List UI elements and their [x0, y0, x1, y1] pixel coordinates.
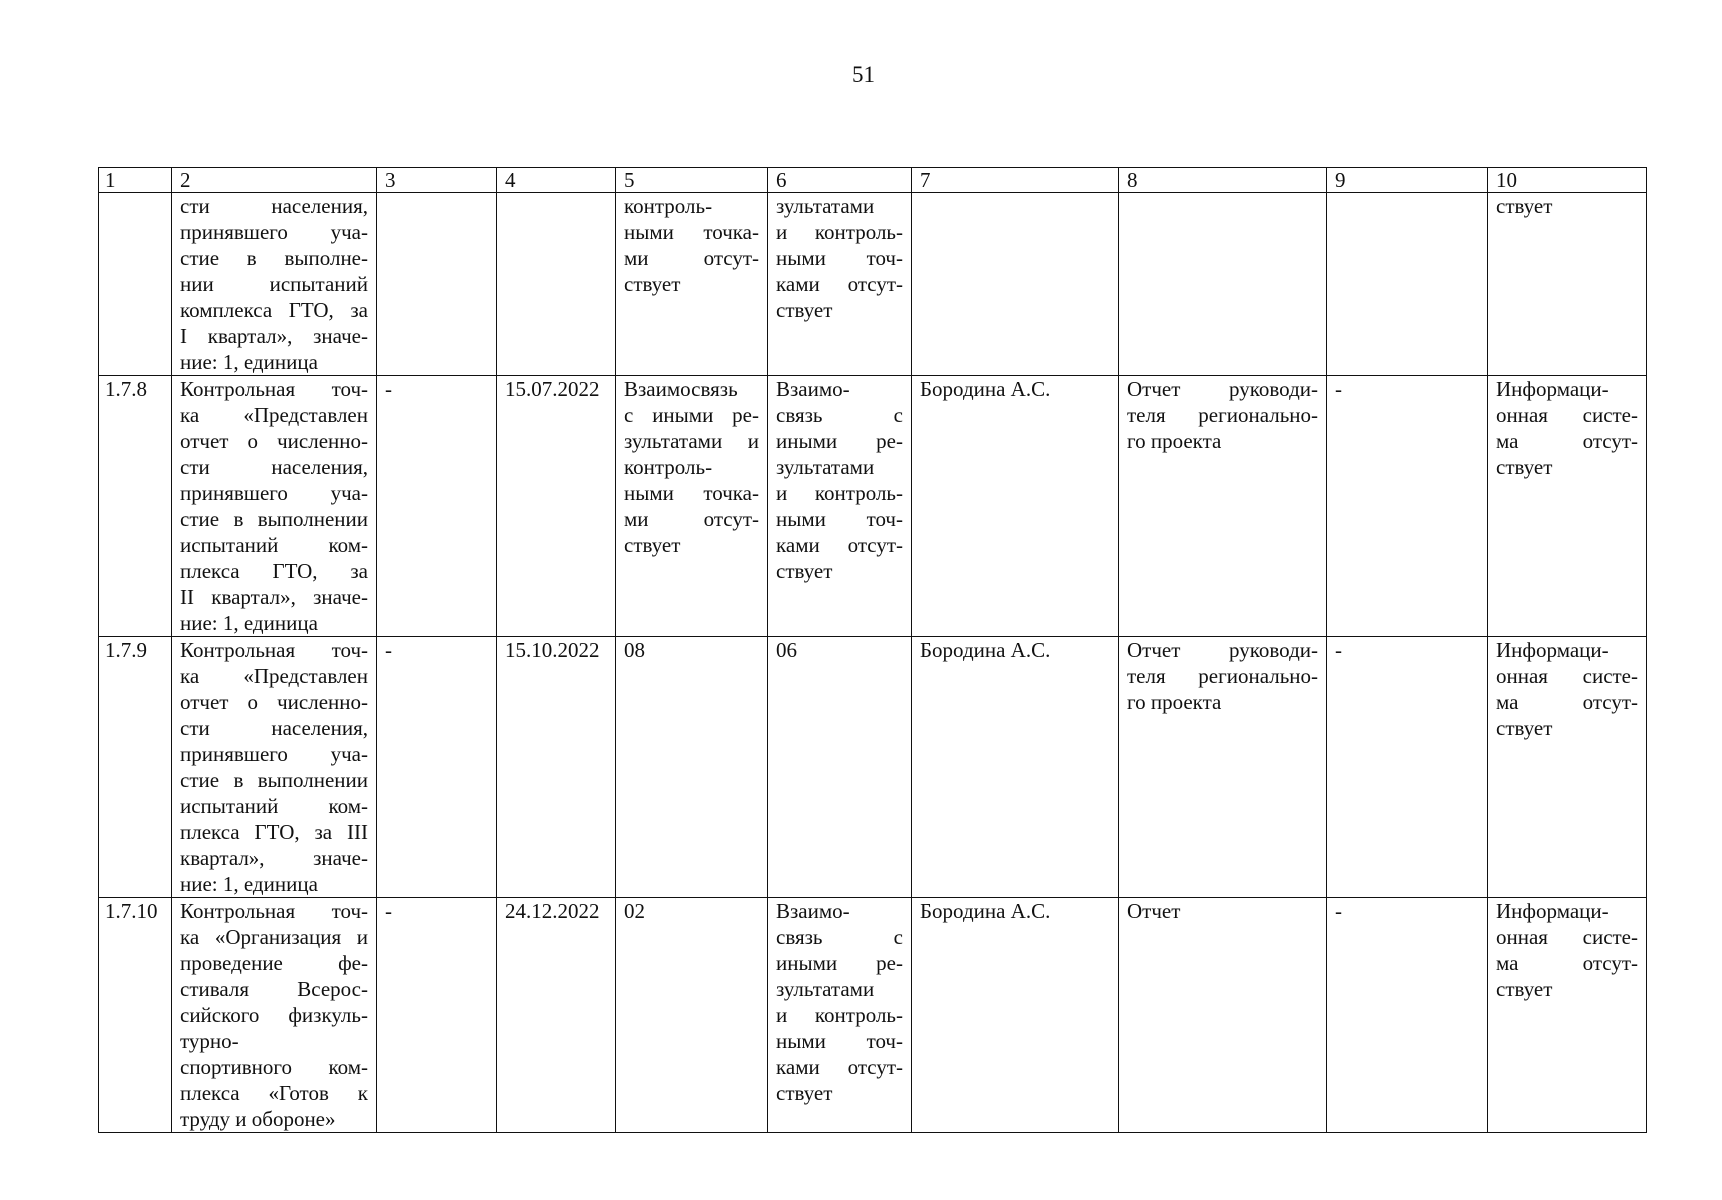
- cell-text-line: ма отсут-: [1496, 429, 1638, 453]
- cell-text-line: Контрольная точ-: [180, 377, 368, 401]
- cell-text-line: ствует: [776, 559, 833, 583]
- cell-text-line: го проекта: [1127, 429, 1222, 453]
- cell-text-line: II квартал», значе-: [180, 585, 368, 609]
- cell-text-line: ка «Организация и: [180, 925, 368, 949]
- cell-text-line: 02: [624, 899, 645, 923]
- cell-text-line: труду и обороне»: [180, 1107, 336, 1131]
- cell-text-line: зультатами: [776, 455, 875, 479]
- cell-text-line: плекса ГТО, за III: [180, 820, 368, 844]
- table-row: [99, 637, 1647, 898]
- table-cell-col-10: [1488, 898, 1647, 1133]
- column-header-1: 1: [99, 168, 172, 193]
- table-row: [99, 898, 1647, 1133]
- cell-text-line: ными точ-: [776, 246, 903, 270]
- cell-text-line: онная систе-: [1496, 664, 1638, 688]
- cell-text-line: ными точ-: [776, 507, 903, 531]
- cell-text-line: Взаимо-: [776, 377, 850, 401]
- cell-text-line: ствует: [624, 272, 681, 296]
- cell-text-line: ма отсут-: [1496, 690, 1638, 714]
- table-row: [99, 376, 1647, 637]
- cell-text-line: и контроль-: [776, 1003, 903, 1027]
- column-header-6: 6: [768, 168, 912, 193]
- cell-text-line: зультатами и: [624, 429, 759, 453]
- cell-text-line: ными точ-: [776, 1029, 903, 1053]
- cell-text-line: Бородина А.С.: [920, 638, 1051, 662]
- cell-text-line: -: [385, 377, 392, 401]
- table-cell-col-2: [172, 898, 377, 1133]
- table-cell-col-5: [616, 898, 768, 1133]
- cell-text-line: ками отсут-: [776, 1055, 903, 1079]
- table-cell-col-2: [172, 376, 377, 637]
- table-cell-col-6: [768, 898, 912, 1133]
- table-cell-col-3: [377, 376, 497, 637]
- cell-text-line: ствует: [1496, 977, 1553, 1001]
- cell-text-line: квартал», значе-: [180, 846, 368, 870]
- cell-text-line: Информаци-: [1496, 899, 1609, 923]
- table-cell-col-7: [912, 376, 1119, 637]
- table-cell-col-7: [912, 637, 1119, 898]
- table-cell-col-1: [99, 193, 172, 376]
- cell-text-line: и контроль-: [776, 481, 903, 505]
- cell-text-line: ма отсут-: [1496, 951, 1638, 975]
- cell-text-line: Отчет руководи-: [1127, 638, 1318, 662]
- column-header-10: 10: [1488, 168, 1647, 193]
- cell-text-line: -: [1335, 377, 1342, 401]
- cell-text-line: онная систе-: [1496, 403, 1638, 427]
- cell-text-line: ствует: [776, 298, 833, 322]
- cell-text-line: 24.12.2022: [505, 899, 600, 923]
- cell-text-line: ствует: [1496, 194, 1553, 218]
- table-cell-col-7: [912, 898, 1119, 1133]
- table-cell-col-4: [497, 637, 616, 898]
- cell-text-line: отчет о численно-: [180, 429, 368, 453]
- cell-text-line: отчет о численно-: [180, 690, 368, 714]
- column-header-8: 8: [1119, 168, 1327, 193]
- cell-text-line: го проекта: [1127, 690, 1222, 714]
- cell-text-line: сти населения,: [180, 716, 368, 740]
- table-cell-col-5: [616, 193, 768, 376]
- cell-text-line: связь с: [776, 403, 903, 427]
- cell-text-line: сийского физкуль-: [180, 1003, 368, 1027]
- table-cell-col-10: [1488, 376, 1647, 637]
- table-cell-col-10: [1488, 637, 1647, 898]
- cell-text-line: контроль-: [624, 455, 713, 479]
- table-cell-col-9: [1327, 637, 1488, 898]
- cell-text-line: -: [385, 899, 392, 923]
- cell-text-line: Информаци-: [1496, 638, 1609, 662]
- table-cell-col-8: [1119, 193, 1327, 376]
- table-cell-col-4: [497, 898, 616, 1133]
- cell-text-line: Взаимосвязь: [624, 377, 738, 401]
- cell-text-line: ми отсут-: [624, 507, 759, 531]
- header-row: [99, 168, 1647, 193]
- cell-text-line: ка «Представлен: [180, 403, 368, 427]
- cell-text-line: 15.10.2022: [505, 638, 600, 662]
- table-cell-col-3: [377, 193, 497, 376]
- table-cell-col-1: [99, 637, 172, 898]
- cell-text-line: онная систе-: [1496, 925, 1638, 949]
- cell-text-line: теля регионально-: [1127, 664, 1318, 688]
- column-header-3: 3: [377, 168, 497, 193]
- table-cell-col-6: [768, 376, 912, 637]
- table-cell-col-4: [497, 193, 616, 376]
- table-cell-col-2: [172, 193, 377, 376]
- table-cell-col-4: [497, 376, 616, 637]
- cell-text-line: и контроль-: [776, 220, 903, 244]
- cell-text-line: теля регионально-: [1127, 403, 1318, 427]
- control-points-table: [98, 167, 1647, 1133]
- cell-text-line: принявшего уча-: [180, 220, 368, 244]
- table-cell-col-5: [616, 376, 768, 637]
- cell-text-line: сти населения,: [180, 455, 368, 479]
- cell-text-line: испытаний ком-: [180, 794, 368, 818]
- table-cell-col-10: [1488, 193, 1647, 376]
- table-cell-col-8: [1119, 898, 1327, 1133]
- cell-text-line: ствует: [1496, 455, 1553, 479]
- cell-text-line: 1.7.8: [105, 377, 147, 401]
- table-cell-col-3: [377, 637, 497, 898]
- cell-text-line: испытаний ком-: [180, 533, 368, 557]
- cell-text-line: ние: 1, единица: [180, 872, 318, 896]
- column-header-4: 4: [497, 168, 616, 193]
- cell-text-line: Взаимо-: [776, 899, 850, 923]
- cell-text-line: Отчет: [1127, 899, 1181, 923]
- cell-text-line: стие в выполне-: [180, 246, 368, 270]
- cell-text-line: 1.7.9: [105, 638, 147, 662]
- cell-text-line: стие в выполнении: [180, 768, 368, 792]
- cell-text-line: комплекса ГТО, за: [180, 298, 368, 322]
- table-cell-col-9: [1327, 193, 1488, 376]
- cell-text-line: плекса «Готов к: [180, 1081, 368, 1105]
- cell-text-line: нии испытаний: [180, 272, 368, 296]
- cell-text-line: проведение фе-: [180, 951, 368, 975]
- cell-text-line: иными ре-: [776, 429, 903, 453]
- cell-text-line: ка «Представлен: [180, 664, 368, 688]
- cell-text-line: стиваля Всерос-: [180, 977, 368, 1001]
- table-row: [99, 193, 1647, 376]
- cell-text-line: 08: [624, 638, 645, 662]
- cell-text-line: ками отсут-: [776, 272, 903, 296]
- cell-text-line: ствует: [1496, 716, 1553, 740]
- cell-text-line: иными ре-: [776, 951, 903, 975]
- table-cell-col-8: [1119, 637, 1327, 898]
- cell-text-line: -: [385, 638, 392, 662]
- cell-text-line: I квартал», значе-: [180, 324, 368, 348]
- table-cell-col-9: [1327, 898, 1488, 1133]
- cell-text-line: -: [1335, 899, 1342, 923]
- column-header-7: 7: [912, 168, 1119, 193]
- cell-text-line: зультатами: [776, 977, 875, 1001]
- cell-text-line: -: [1335, 638, 1342, 662]
- column-header-9: 9: [1327, 168, 1488, 193]
- cell-text-line: Бородина А.С.: [920, 899, 1051, 923]
- cell-text-line: ными точка-: [624, 481, 759, 505]
- cell-text-line: принявшего уча-: [180, 742, 368, 766]
- table-cell-col-2: [172, 637, 377, 898]
- cell-text-line: ние: 1, единица: [180, 611, 318, 635]
- page-number: 51: [852, 62, 875, 87]
- column-header-2: 2: [172, 168, 377, 193]
- table-cell-col-1: [99, 898, 172, 1133]
- cell-text-line: ками отсут-: [776, 533, 903, 557]
- table-cell-col-5: [616, 637, 768, 898]
- table-cell-col-7: [912, 193, 1119, 376]
- cell-text-line: сти населения,: [180, 194, 368, 218]
- cell-text-line: принявшего уча-: [180, 481, 368, 505]
- table-cell-col-8: [1119, 376, 1327, 637]
- cell-text-line: контроль-: [624, 194, 713, 218]
- table-cell-col-3: [377, 898, 497, 1133]
- cell-text-line: связь с: [776, 925, 903, 949]
- table-cell-col-6: [768, 193, 912, 376]
- cell-text-line: Бородина А.С.: [920, 377, 1051, 401]
- table-cell-col-6: [768, 637, 912, 898]
- cell-text-line: 06: [776, 638, 797, 662]
- cell-text-line: 15.07.2022: [505, 377, 600, 401]
- cell-text-line: ствует: [624, 533, 681, 557]
- cell-text-line: ми отсут-: [624, 246, 759, 270]
- cell-text-line: турно-: [180, 1029, 239, 1053]
- cell-text-line: плекса ГТО, за: [180, 559, 368, 583]
- cell-text-line: Контрольная точ-: [180, 638, 368, 662]
- cell-text-line: Контрольная точ-: [180, 899, 368, 923]
- cell-text-line: зультатами: [776, 194, 875, 218]
- table-cell-col-1: [99, 376, 172, 637]
- cell-text-line: ными точка-: [624, 220, 759, 244]
- cell-text-line: ние: 1, единица: [180, 350, 318, 374]
- cell-text-line: Отчет руководи-: [1127, 377, 1318, 401]
- cell-text-line: спортивного ком-: [180, 1055, 368, 1079]
- column-header-5: 5: [616, 168, 768, 193]
- cell-text-line: ствует: [776, 1081, 833, 1105]
- cell-text-line: Информаци-: [1496, 377, 1609, 401]
- table-cell-col-9: [1327, 376, 1488, 637]
- cell-text-line: с иными ре-: [624, 403, 759, 427]
- cell-text-line: стие в выполнении: [180, 507, 368, 531]
- cell-text-line: 1.7.10: [105, 899, 158, 923]
